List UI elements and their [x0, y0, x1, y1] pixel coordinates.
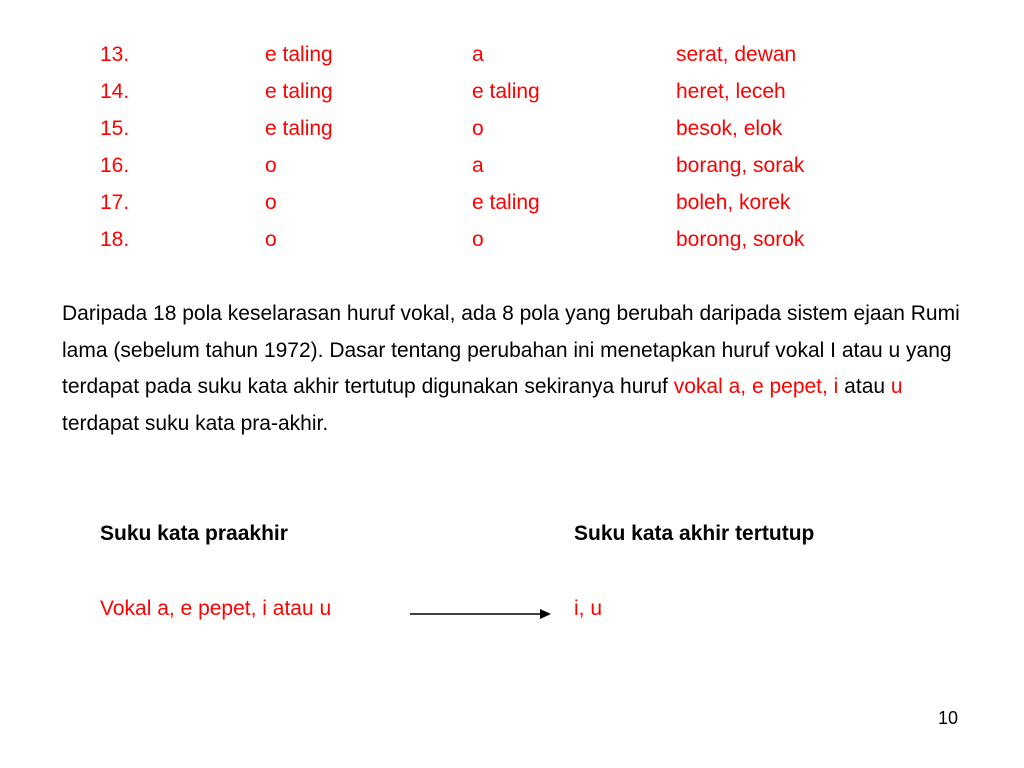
example-words: besok, elok — [676, 117, 783, 140]
right-arrow-icon — [408, 606, 552, 622]
paragraph-text: Daripada 18 pola keselarasan huruf vokal, ada 8 pola yang berubah daripada sistem ejaan Rumi lama (sebelum tahun 1972). Dasar tentang perubahan ini menetapkan huruf vokal I atau u yang terdapat pada suku kata akhir tertutup digunakan sekiranya huruf — [62, 302, 960, 398]
table-row — [0, 148, 1024, 184]
highlight-vowels: vokal a, e pepet, i — [673, 375, 839, 398]
vowel-akhir: e taling — [472, 191, 540, 214]
vowels-akhir: i, u — [574, 597, 603, 620]
table-row — [0, 185, 1024, 221]
row-number: 16. — [100, 154, 130, 177]
vowel-praakhir: o — [265, 191, 277, 214]
row-number: 17. — [100, 191, 130, 214]
vowel-akhir: e taling — [472, 80, 540, 103]
vowel-akhir: a — [472, 154, 484, 177]
table-row — [0, 111, 1024, 147]
page-number: 10 — [938, 708, 959, 728]
row-number: 14. — [100, 80, 130, 103]
vowel-akhir: o — [472, 228, 484, 251]
paragraph-text: terdapat suku kata pra-akhir. — [62, 411, 329, 435]
table-row — [0, 74, 1024, 110]
heading-praakhir: Suku kata praakhir — [100, 522, 288, 545]
paragraph-text: atau — [838, 375, 891, 398]
explanation-paragraph — [62, 296, 962, 442]
vowel-praakhir: o — [265, 228, 277, 251]
vowel-praakhir: o — [265, 154, 277, 177]
vowel-akhir: a — [472, 43, 484, 66]
vowel-praakhir: e taling — [265, 43, 333, 66]
example-words: boleh, korek — [676, 191, 791, 214]
highlight-vowel-u: u — [890, 375, 903, 398]
example-words: borang, sorak — [676, 154, 805, 177]
row-number: 15. — [100, 117, 130, 140]
example-words: serat, dewan — [676, 43, 797, 66]
vowels-praakhir: Vokal a, e pepet, i atau u — [100, 597, 332, 620]
table-row — [0, 222, 1024, 258]
row-number: 13. — [100, 43, 130, 66]
table-row — [0, 37, 1024, 73]
vowel-praakhir: e taling — [265, 80, 333, 103]
vowel-praakhir: e taling — [265, 117, 333, 140]
heading-akhir-tertutup: Suku kata akhir tertutup — [574, 522, 815, 545]
example-words: borong, sorok — [676, 228, 805, 251]
vowel-akhir: o — [472, 117, 484, 140]
example-words: heret, leceh — [676, 80, 786, 103]
row-number: 18. — [100, 228, 130, 251]
